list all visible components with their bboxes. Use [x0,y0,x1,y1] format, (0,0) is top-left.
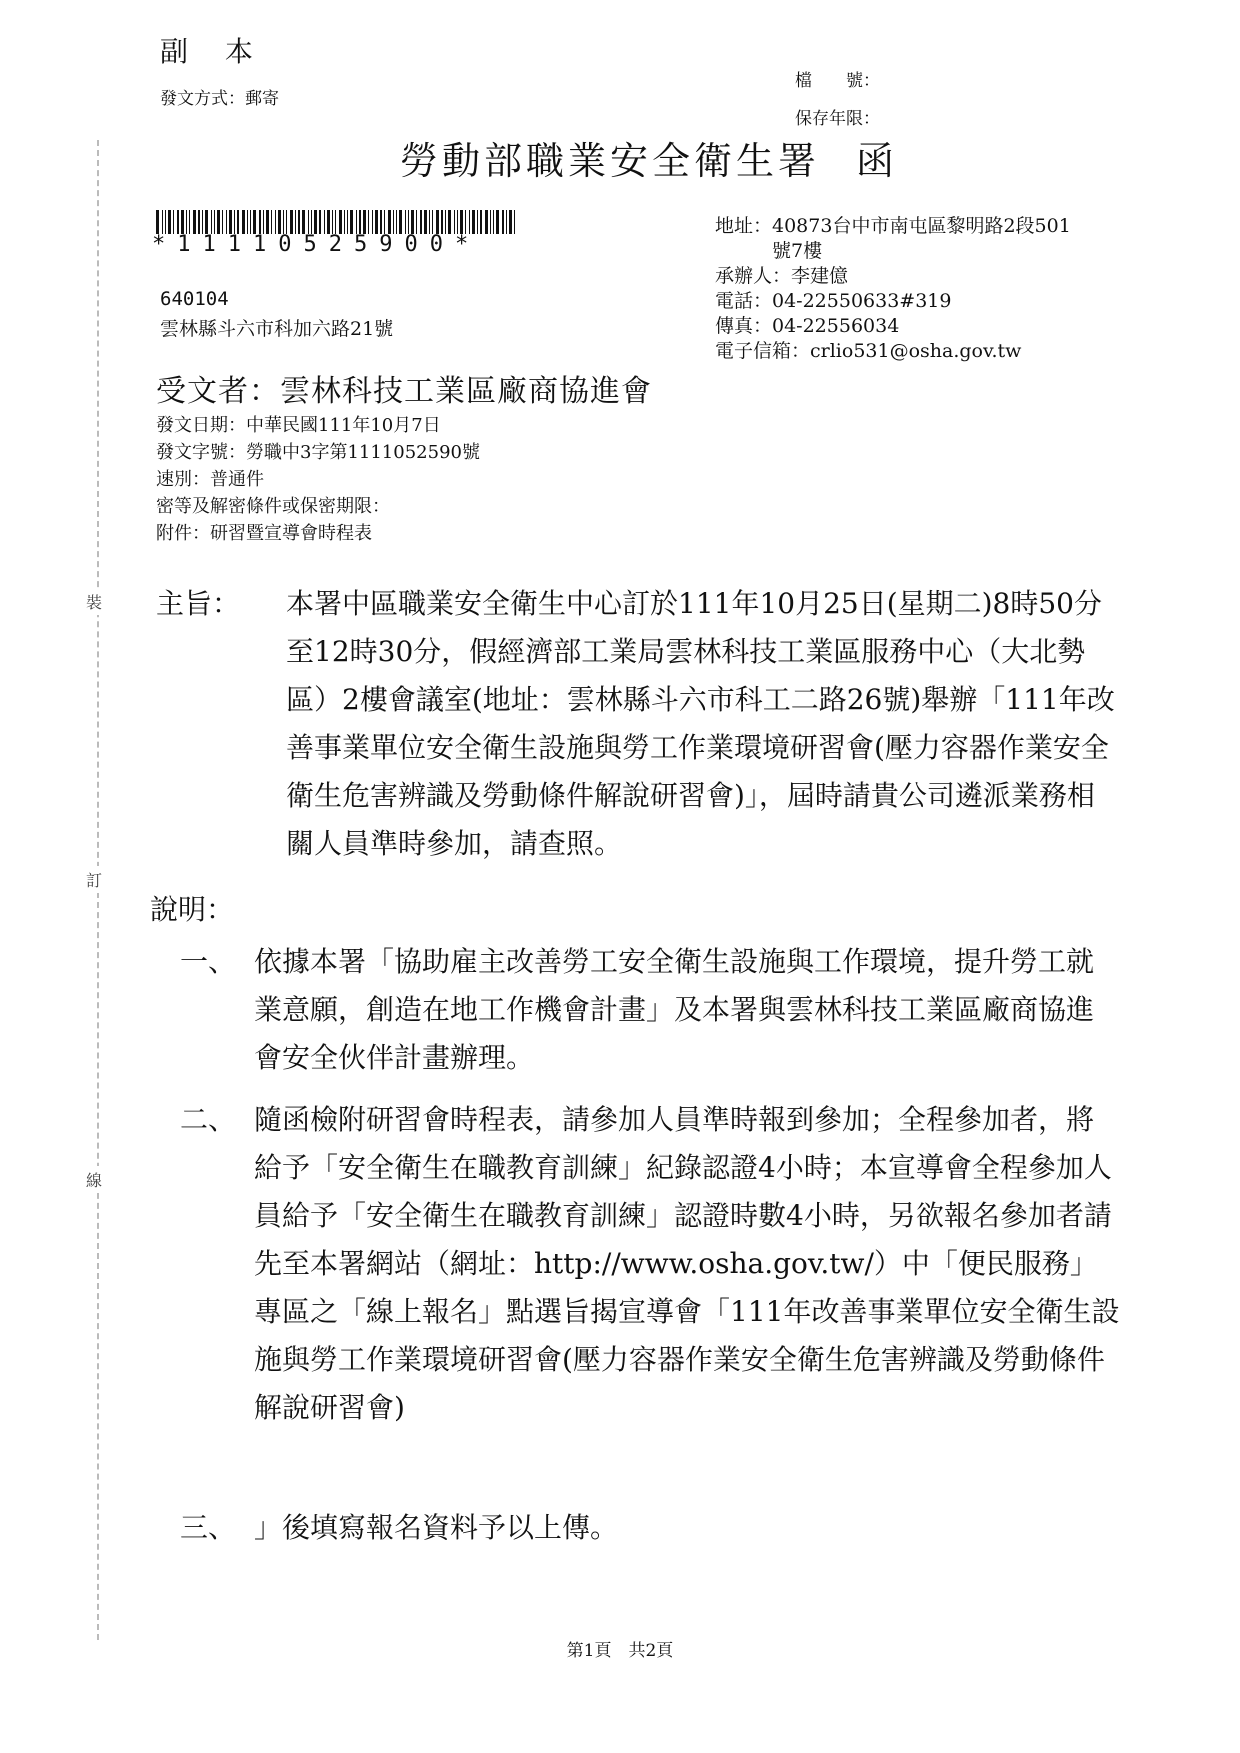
item-text: 依據本署「協助雇主改善勞工安全衛生設施與工作環境，提升勞工就業意願，創造在地工作機會計畫」及本署與雲林科技工業區廠商協進會安全伙伴計畫辦理。 [254,945,1095,1074]
binding-mark-zhuang: 裝 [86,588,102,615]
item-number: 二、 [180,1103,237,1136]
page-footer: 第1頁 共2頁 [566,1641,674,1661]
item-text: 隨函檢附研習會時程表，請參加人員準時報到參加；全程參加者，將給予「安全衛生在職教育訓練」紀錄認證4小時；本宣導會全程參加人員給予「安全衛生在職教育訓練」認證時數4小時，另欲報名參加者請先至本署網站（網址：http://www.osha.gov.tw/）中「便民服務」專區之「線上報名」點選旨揭宣導會「111年改善事業單位安全衛生設施與勞工作業環境研習會(壓力容器作業安全衛生危害辨識及勞動條件解說研習會) [254,1103,1120,1424]
speed-class: 速別：普通件 [156,469,264,490]
subject-text: 本署中區職業安全衛生中心訂於111年10月25日(星期二)8時50分至12時30分，假經濟部工業局雲林科技工業區服務中心（大北勢區）2樓會議室(地址：雲林縣斗六市科工二路26號)舉辦「111年改善事業單位安全衛生設施與勞工作業環境研習會(壓力容器作業安全衛生危害辨識及勞動條件解說研習會)」，屆時請貴公司遴派業務相關人員準時參加，請查照。 [286,587,1115,860]
sender-phone: 電話：04-22550633#319 [715,290,952,312]
secrecy-level: 密等及解密條件或保密期限： [156,496,390,517]
subject-section [156,580,1121,868]
barcode [156,210,521,234]
explanation-item [180,1504,1120,1552]
binding-mark-xian: 線 [86,1166,102,1193]
explanation-item [180,938,1120,1082]
item-number: 三、 [180,1511,237,1544]
file-number-label: 檔 號： [795,71,880,91]
agency-name: 勞動部職業安全衛生署 [400,139,821,183]
addressee: 受文者：雲林科技工業區廠商協進會 [156,374,652,409]
sender-fax: 傳真：04-22556034 [715,315,900,337]
document-title [400,130,898,185]
sender-address-1: 地址：40873台中市南屯區黎明路2段501 [715,215,1071,237]
sender-email: 電子信箱：crlio531@osha.gov.tw [715,340,1022,362]
explanation-item [180,1096,1120,1432]
document-meta [156,412,480,547]
subject-label: 主旨： [156,587,241,620]
item-number: 一、 [180,945,237,978]
attachment: 附件：研習暨宣導會時程表 [156,523,372,544]
binding-mark-ding: 訂 [86,866,102,893]
copy-stamp: 副 本 [160,35,267,68]
recipient-zip: 640104 [160,288,229,310]
send-method: 發文方式：郵寄 [160,89,279,109]
barcode-number: *11110525900* [152,232,481,257]
sender-info [715,214,1071,364]
document-number: 發文字號：勞職中3字第1111052590號 [156,442,480,463]
issue-date: 發文日期：中華民國111年10月7日 [156,415,441,436]
document-type: 函 [856,139,899,183]
item-text: 」後填寫報名資料予以上傳。 [254,1511,619,1544]
explanation-label: 說明： [150,893,235,926]
sender-address-2: 號7樓 [715,240,823,262]
sender-contact: 承辦人：李建億 [715,265,849,287]
recipient-address: 雲林縣斗六市科加六路21號 [160,318,394,340]
retention-label: 保存年限： [795,109,880,129]
